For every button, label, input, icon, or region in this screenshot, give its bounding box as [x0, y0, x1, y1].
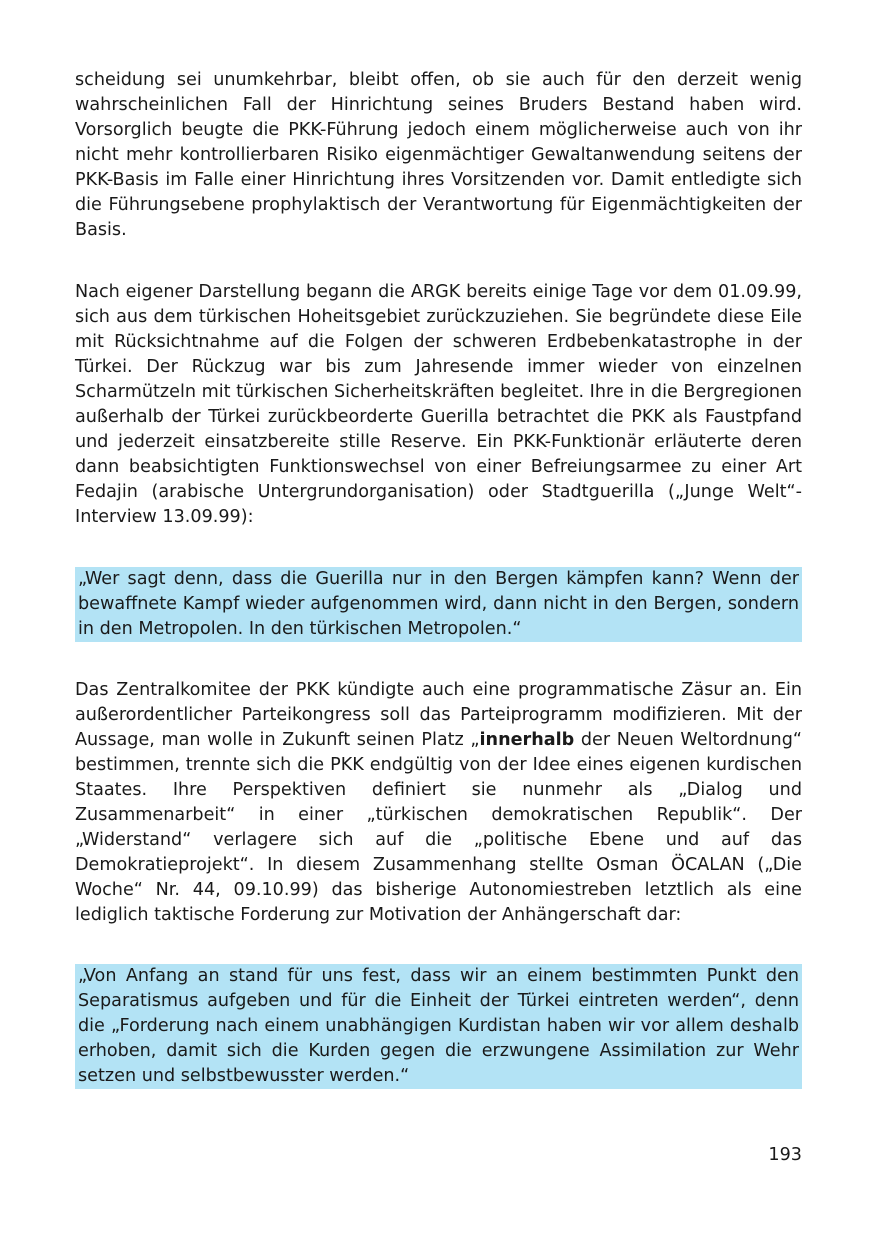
- paragraph-3: [75, 678, 802, 928]
- paragraph-3-bold-word: innerhalb: [479, 730, 575, 750]
- quote-block-2: „Von Anfang an stand für uns fest, dass wir an einem bestimmten Punkt den Separatismus aufgeben und für die Einheit der Türkei eintreten werden“, denn die „Forderung nach einem unabhängigen Kurdistan haben wir vor allem deshalb erhoben, damit sich die Kurden gegen die erzwungene Assimilation zur Wehr setzen und selbstbewusster werden.“: [75, 964, 802, 1089]
- page-body: [75, 68, 802, 1089]
- quote-block-1: „Wer sagt denn, dass die Guerilla nur in den Bergen kämpfen kann? Wenn der bewaffnete Kampf wieder aufgenommen wird, dann nicht in den Bergen, sondern in den Metropolen. In den türkischen Metropolen.“: [75, 567, 802, 642]
- paragraph-3-text-start: Das Zentralkomitee der PKK kündigte auch eine programmatische Zäsur an. Ein außerordentlicher Parteikongress soll das Parteiprogramm modifizieren. Mit der Aussage, man wolle in Zukunft seinen Platz „: [75, 680, 802, 750]
- paragraph-2: Nach eigener Darstellung begann die ARGK bereits einige Tage vor dem 01.09.99, sich aus dem türkischen Hoheitsgebiet zurückzuziehen. Sie begründete diese Eile mit Rücksichtnahme auf die Folgen der schweren Erdbebenkatastrophe in der Türkei. Der Rückzug war bis zum Jahresende immer wieder von einzelnen Scharmützeln mit türkischen Sicherheitskräften begleitet. Ihre in die Bergregionen außerhalb der Türkei zurückbeorderte Guerilla betrachtet die PKK als Faustpfand und jederzeit einsatzbereite stille Reserve. Ein PKK-Funktionär erläuterte deren dann beabsichtigten Funktionswechsel von einer Befreiungsarmee zu einer Art Fedajin (arabische Untergrundorganisation) oder Stadtguerilla („Junge Welt“-Interview 13.09.99):: [75, 282, 802, 527]
- paragraph-1: scheidung sei unumkehrbar, bleibt offen, ob sie auch für den derzeit wenig wahrscheinlichen Fall der Hinrichtung seines Bruders Bestand haben wird. Vorsorglich beugte die PKK-Führung jedoch einem möglicherweise auch von ihr nicht mehr kontrollierbaren Risiko eigenmächtiger Gewaltanwendung seitens der PKK-Basis im Falle einer Hinrichtung ihres Vorsitzenden vor. Damit entledigte sich die Führungsebene prophylaktisch der Verantwortung für Eigenmächtigkeiten der Basis.: [75, 70, 802, 240]
- page-number: 193: [768, 1145, 802, 1165]
- paragraph-3-text-end: der Neuen Weltordnung“ bestimmen, trennte sich die PKK endgültig von der Idee eines eigenen kurdischen Staates. Ihre Perspektiven definiert sie nunmehr als „Dialog und Zusammenarbeit“ in einer „türkischen demokratischen Republik“. Der „Widerstand“ verlagere sich auf die „politische Ebene und auf das Demokratieprojekt“. In diesem Zusammenhang stellte Osman ÖCALAN („Die Woche“ Nr. 44, 09.10.99) das bisherige Autonomiestreben letztlich als eine lediglich taktische Forderung zur Motivation der Anhängerschaft dar:: [75, 730, 802, 925]
